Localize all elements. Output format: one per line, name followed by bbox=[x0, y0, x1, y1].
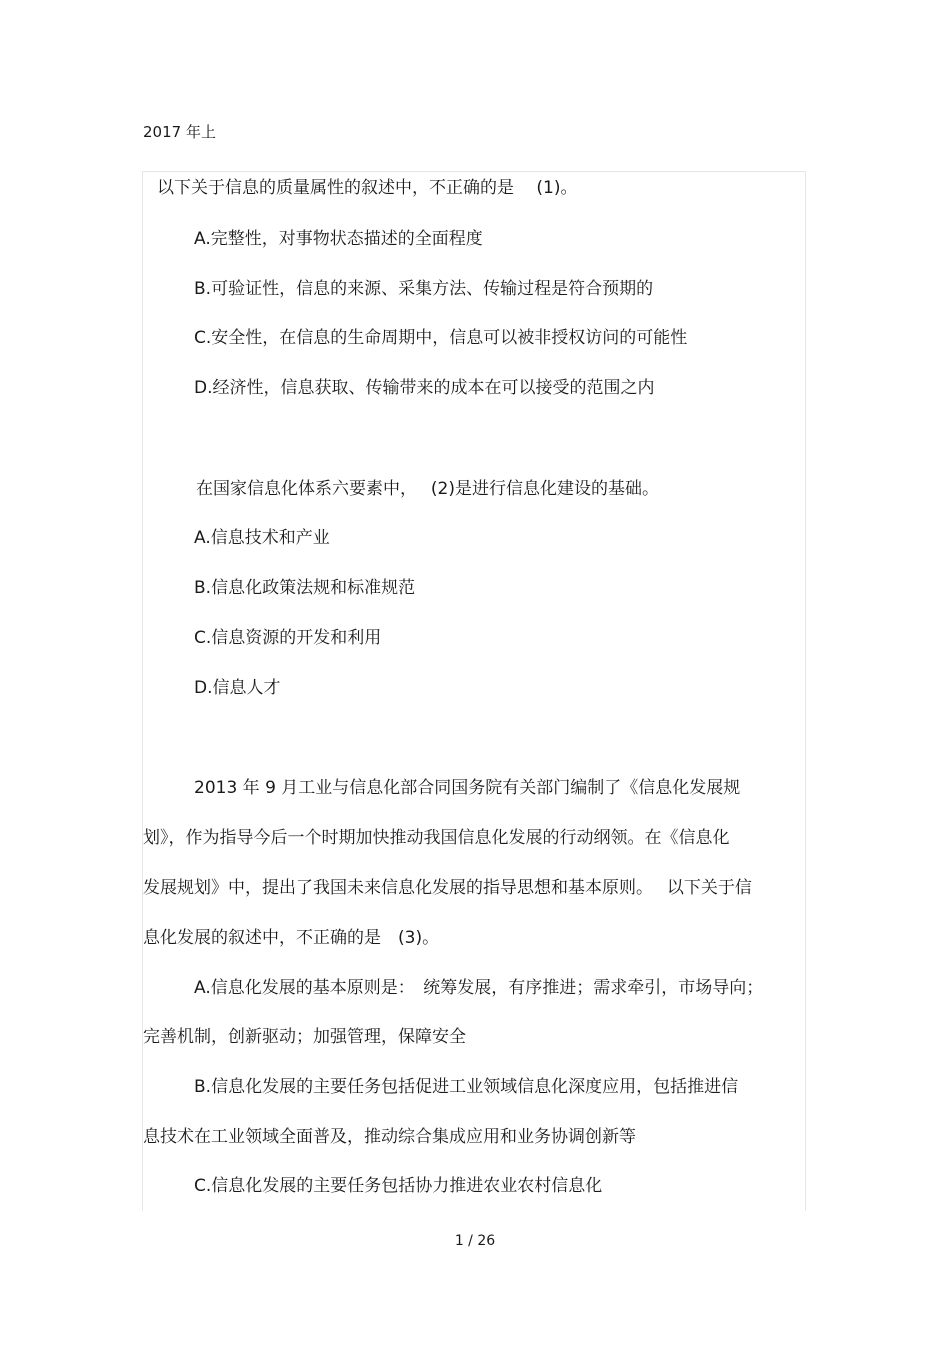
question-1-option-b: B.可验证性，信息的来源、采集方法、传输过程是符合预期的 bbox=[194, 279, 654, 299]
question-3-option-a-line-2: 完善机制，创新驱动；加强管理，保障安全 bbox=[143, 1027, 466, 1047]
question-3-stem-line-1: 2013 年 9 月工业与信息化部合同国务院有关部门编制了《信息化发展规 bbox=[194, 778, 741, 798]
question-3-stem-line-2: 划》，作为指导今后一个时期加快推动我国信息化发展的行动纲领。在《信息化 bbox=[143, 828, 730, 848]
question-2-option-b: B.信息化政策法规和标准规范 bbox=[194, 578, 416, 598]
question-3-option-b-line-1: B.信息化发展的主要任务包括促进工业领域信息化深度应用，包括推进信 bbox=[194, 1077, 739, 1097]
question-2-option-d: D.信息人才 bbox=[194, 678, 281, 698]
question-1-stem: 以下关于信息的质量属性的叙述中，不正确的是 (1)。 bbox=[157, 178, 578, 198]
question-2-option-c: C.信息资源的开发和利用 bbox=[194, 628, 382, 648]
question-2-stem: 在国家信息化体系六要素中， (2)是进行信息化建设的基础。 bbox=[196, 479, 659, 499]
question-1-option-a: A.完整性，对事物状态描述的全面程度 bbox=[194, 229, 483, 249]
question-3-option-a-line-1: A.信息化发展的基本原则是： 统筹发展，有序推进；需求牵引，市场导向； bbox=[194, 978, 764, 998]
page-header: 2017 年上 bbox=[143, 123, 216, 141]
question-3-option-c: C.信息化发展的主要任务包括协力推进农业农村信息化 bbox=[194, 1176, 603, 1196]
question-3-option-b-line-2: 息技术在工业领域全面普及，推动综合集成应用和业务协调创新等 bbox=[143, 1127, 636, 1147]
question-2-option-a: A.信息技术和产业 bbox=[194, 528, 330, 548]
page-number: 1 / 26 bbox=[454, 1233, 496, 1249]
question-3-stem-line-3: 发展规划》中，提出了我国未来信息化发展的指导思想和基本原则。 以下关于信 bbox=[143, 878, 752, 898]
question-1-option-c: C.安全性，在信息的生命周期中，信息可以被非授权访问的可能性 bbox=[194, 328, 688, 348]
question-3-stem-line-4: 息化发展的叙述中，不正确的是 (3)。 bbox=[143, 928, 440, 948]
question-1-option-d: D.经济性，信息获取、传输带来的成本在可以接受的范围之内 bbox=[194, 378, 655, 398]
